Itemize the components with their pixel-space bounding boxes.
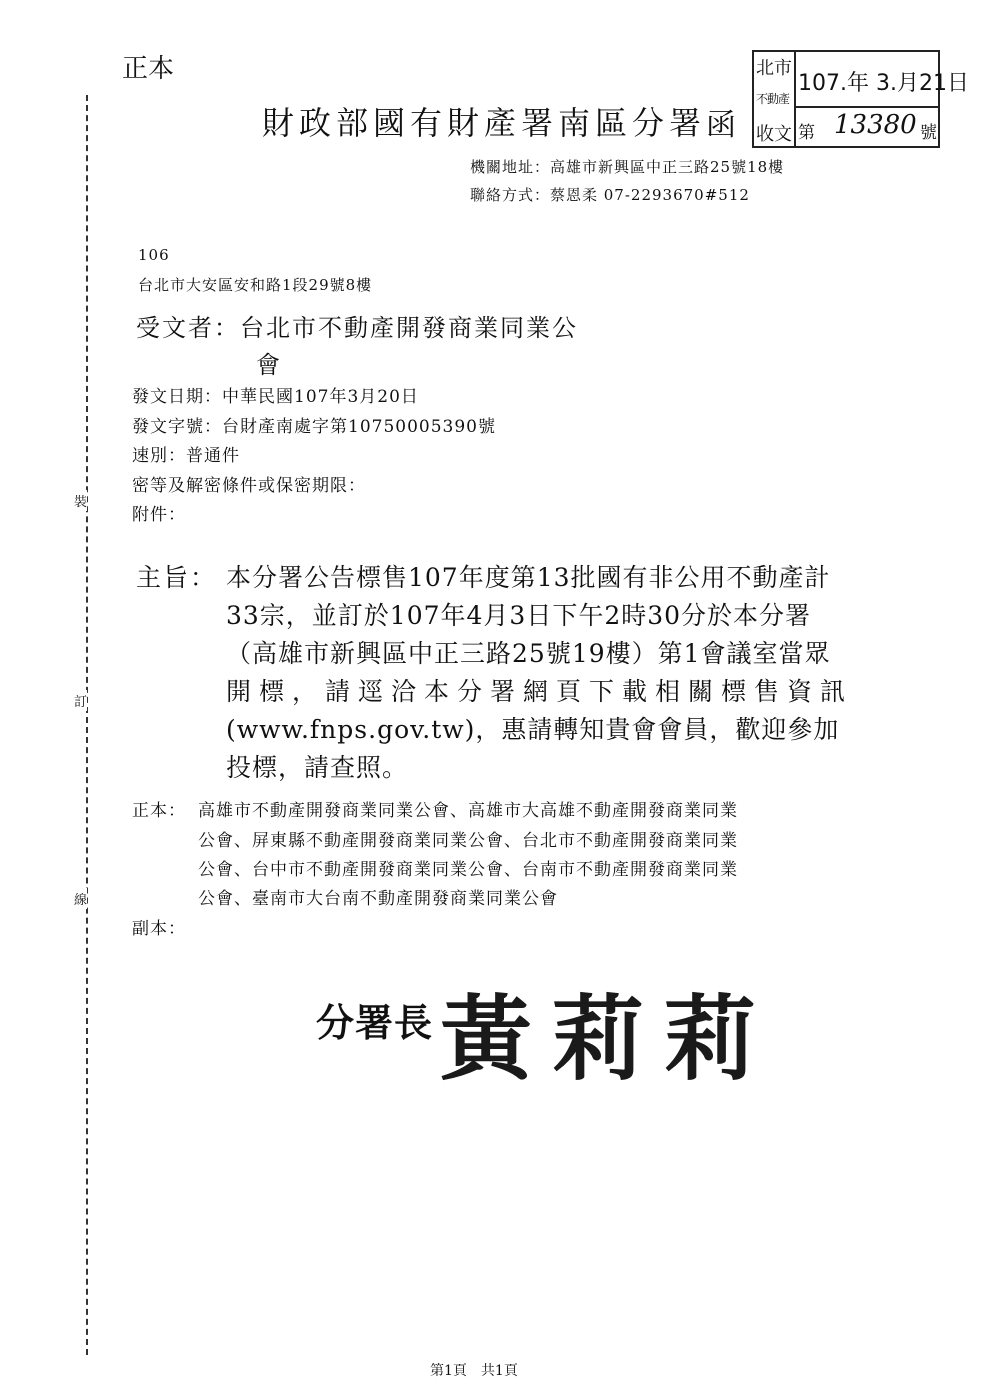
secrecy-level: 密等及解密條件或保密期限：	[132, 476, 366, 496]
document-title: 財政部國有財產署南區分署	[262, 104, 707, 142]
stamp-no-suffix: 號	[920, 123, 937, 143]
subject-line: （高雄市新興區中正三路25號19樓）第1會議室當眾	[226, 639, 831, 668]
subject-line: 投標，請查照。	[226, 753, 409, 782]
subject-label: 主旨：	[136, 563, 218, 592]
main-recipients-line: 公會、臺南市大台南不動產開發商業同業公會	[198, 889, 558, 909]
subject-line: 33宗，並訂於107年4月3日下午2時30分於本分署	[226, 601, 812, 630]
agency-contact: 聯絡方式：蔡恩柔 07-2293670#512	[470, 186, 750, 204]
stamp-no-prefix: 第	[798, 123, 815, 143]
receipt-stamp	[752, 50, 969, 148]
binding-char: 訂	[74, 690, 87, 711]
stamp-divider	[794, 106, 938, 108]
binding-char: 裝	[74, 490, 87, 511]
stamp-no-value: 13380	[834, 110, 917, 140]
signature-name: 黃莉莉	[440, 985, 777, 1093]
copy-recipients-label: 副本：	[132, 919, 186, 939]
main-recipients-line: 公會、屏東縣不動產開發商業同業公會、台北市不動產開發商業同業	[198, 831, 738, 851]
stamp-org-line3: 收文	[756, 124, 792, 145]
subject-line: (www.fnps.gov.tw)，惠請轉知貴會會員，歡迎參加	[226, 715, 840, 744]
main-recipients-line: 公會、台中市不動產開發商業同業公會、台南市不動產開發商業同業	[198, 860, 738, 880]
stamp-org-line1: 北市	[756, 58, 792, 79]
agency-address: 機關地址：高雄市新興區中正三路25號18樓	[470, 158, 785, 176]
subject-line: 開標，請逕洽本分署網頁下載相關標售資訊	[226, 677, 854, 706]
document-number: 發文字號：台財產南處字第10750005390號	[132, 417, 496, 437]
binding-line	[86, 95, 88, 1355]
main-recipients-label: 正本：	[132, 801, 186, 821]
addressee-address: 台北市大安區安和路1段29號8樓	[138, 276, 373, 294]
attachment: 附件：	[132, 505, 186, 525]
main-recipients-line: 高雄市不動產開發商業同業公會、高雄市大高雄不動產開發商業同業	[198, 801, 738, 821]
speed-class: 速別：普通件	[132, 446, 240, 466]
stamp-org-line2: 不動產	[756, 92, 790, 106]
issue-date: 發文日期：中華民國107年3月20日	[132, 387, 419, 407]
recipient: 受文者：台北市不動產開發商業同業公	[136, 314, 578, 342]
binding-char: 線	[74, 888, 87, 909]
subject-line: 本分署公告標售107年度第13批國有非公用不動產計	[226, 563, 831, 592]
zip-code: 106	[138, 246, 170, 264]
document-type: 函	[706, 108, 736, 143]
page-number: 第1頁 共1頁	[430, 1363, 518, 1379]
recipient-continued: 會	[256, 351, 280, 379]
copy-mark: 正本	[122, 54, 175, 84]
stamp-date: 107.年 3.月21日	[798, 71, 969, 96]
signature-title: 分署長	[316, 1000, 434, 1045]
